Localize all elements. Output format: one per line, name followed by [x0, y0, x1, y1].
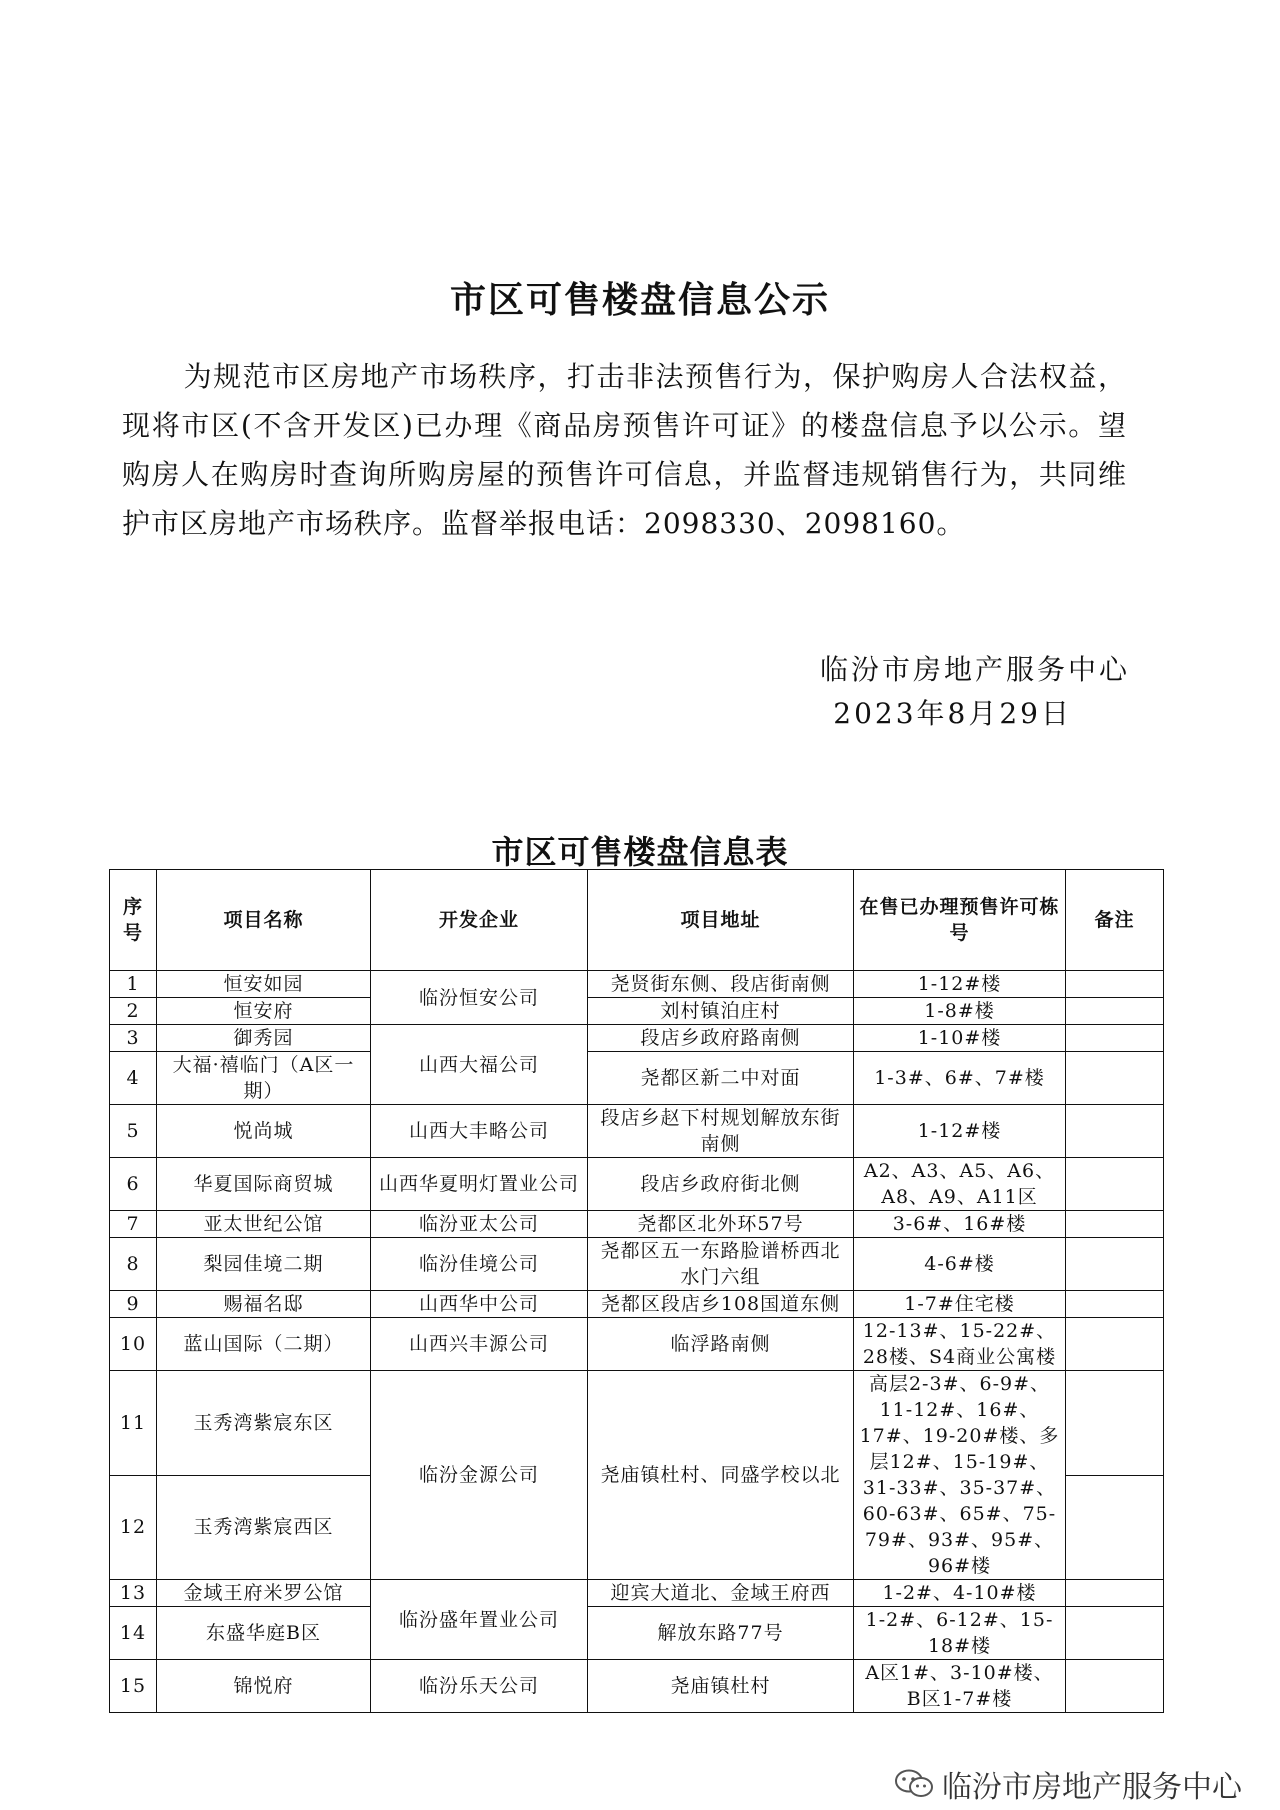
cell-no: 5 [110, 1105, 157, 1158]
cell-buildings: 12-13#、15-22#、28楼、S4商业公寓楼 [854, 1318, 1066, 1371]
table-row [110, 1158, 1164, 1211]
header-remark: 备注 [1066, 870, 1164, 971]
listing-table [109, 869, 1164, 1713]
cell-buildings: 1-8#楼 [854, 998, 1066, 1025]
cell-developer: 临汾恒安公司 [371, 971, 588, 1025]
cell-remark [1066, 1475, 1164, 1580]
cell-buildings: A2、A3、A5、A6、A8、A9、A11区 [854, 1158, 1066, 1211]
cell-no: 2 [110, 998, 157, 1025]
cell-no: 3 [110, 1025, 157, 1052]
signature-date: 2023年8月29日 [833, 697, 1072, 730]
header-no: 序号 [110, 870, 157, 971]
cell-name: 赐福名邸 [157, 1291, 371, 1318]
watermark-text: 临汾市房地产服务中心 [942, 1770, 1242, 1805]
table-title: 市区可售楼盘信息表 [491, 832, 789, 871]
cell-remark [1066, 1025, 1164, 1052]
cell-name: 蓝山国际（二期） [157, 1318, 371, 1371]
cell-developer: 临汾金源公司 [371, 1371, 588, 1580]
cell-name: 亚太世纪公馆 [157, 1211, 371, 1238]
cell-buildings: 4-6#楼 [854, 1238, 1066, 1291]
cell-no: 4 [110, 1052, 157, 1105]
cell-remark [1066, 971, 1164, 998]
cell-developer: 山西兴丰源公司 [371, 1318, 588, 1371]
cell-developer: 临汾亚太公司 [371, 1211, 588, 1238]
cell-name: 锦悦府 [157, 1660, 371, 1713]
table-row [110, 1660, 1164, 1713]
cell-address: 尧都区段店乡108国道东侧 [588, 1291, 854, 1318]
table-row [110, 998, 1164, 1025]
cell-address: 段店乡政府街北侧 [588, 1158, 854, 1211]
table-row [110, 1318, 1164, 1371]
page-title: 市区可售楼盘信息公示 [449, 280, 830, 322]
cell-buildings: 1-10#楼 [854, 1025, 1066, 1052]
cell-remark [1066, 998, 1164, 1025]
cell-remark [1066, 1158, 1164, 1211]
cell-name: 御秀园 [157, 1025, 371, 1052]
cell-remark [1066, 1211, 1164, 1238]
cell-no: 8 [110, 1238, 157, 1291]
cell-address: 尧庙镇杜村 [588, 1660, 854, 1713]
cell-remark [1066, 1607, 1164, 1660]
cell-developer: 山西华夏明灯置业公司 [371, 1158, 588, 1211]
cell-developer: 临汾佳境公司 [371, 1238, 588, 1291]
cell-address: 尧贤街东侧、段店街南侧 [588, 971, 854, 998]
table-row [110, 1105, 1164, 1158]
cell-remark [1066, 1318, 1164, 1371]
cell-no: 11 [110, 1371, 157, 1476]
cell-remark [1066, 1371, 1164, 1476]
table-row [110, 1607, 1164, 1660]
cell-address: 解放东路77号 [588, 1607, 854, 1660]
cell-name: 华夏国际商贸城 [157, 1158, 371, 1211]
header-address: 项目地址 [588, 870, 854, 971]
cell-developer: 临汾乐天公司 [371, 1660, 588, 1713]
cell-buildings: A区1#、3-10#楼、B区1-7#楼 [854, 1660, 1066, 1713]
cell-name: 玉秀湾紫宸西区 [157, 1475, 371, 1580]
cell-remark [1066, 1105, 1164, 1158]
wechat-icon [894, 1768, 934, 1800]
table-header-row [110, 870, 1164, 971]
table-row [110, 1025, 1164, 1052]
cell-address: 尧都区新二中对面 [588, 1052, 854, 1105]
cell-developer: 山西大福公司 [371, 1025, 588, 1105]
cell-remark [1066, 1660, 1164, 1713]
cell-name: 东盛华庭B区 [157, 1607, 371, 1660]
watermark [894, 1762, 1242, 1806]
cell-developer: 山西大丰略公司 [371, 1105, 588, 1158]
cell-developer: 临汾盛年置业公司 [371, 1580, 588, 1660]
table-row [110, 1371, 1164, 1476]
cell-no: 14 [110, 1607, 157, 1660]
cell-no: 10 [110, 1318, 157, 1371]
cell-remark [1066, 1291, 1164, 1318]
cell-no: 12 [110, 1475, 157, 1580]
table-row [110, 1052, 1164, 1105]
cell-address: 尧都区五一东路脸谱桥西北水门六组 [588, 1238, 854, 1291]
table-row [110, 971, 1164, 998]
cell-name: 悦尚城 [157, 1105, 371, 1158]
cell-buildings: 1-3#、6#、7#楼 [854, 1052, 1066, 1105]
table-row [110, 1238, 1164, 1291]
cell-address: 段店乡政府路南侧 [588, 1025, 854, 1052]
cell-buildings: 1-12#楼 [854, 971, 1066, 998]
cell-address: 尧庙镇杜村、同盛学校以北 [588, 1371, 854, 1580]
cell-name: 金域王府米罗公馆 [157, 1580, 371, 1607]
cell-buildings: 1-7#住宅楼 [854, 1291, 1066, 1318]
cell-buildings: 1-2#、6-12#、15-18#楼 [854, 1607, 1066, 1660]
header-buildings: 在售已办理预售许可栋号 [854, 870, 1066, 971]
cell-address: 段店乡赵下村规划解放东街南侧 [588, 1105, 854, 1158]
table-row [110, 1211, 1164, 1238]
cell-name: 恒安府 [157, 998, 371, 1025]
cell-name: 梨园佳境二期 [157, 1238, 371, 1291]
cell-address: 尧都区北外环57号 [588, 1211, 854, 1238]
signature-org: 临汾市房地产服务中心 [819, 653, 1130, 686]
cell-address: 迎宾大道北、金域王府西 [588, 1580, 854, 1607]
cell-name: 玉秀湾紫宸东区 [157, 1371, 371, 1476]
cell-remark [1066, 1238, 1164, 1291]
header-developer: 开发企业 [371, 870, 588, 971]
cell-remark [1066, 1052, 1164, 1105]
intro-paragraph: 为规范市区房地产市场秩序，打击非法预售行为，保护购房人合法权益，现将市区(不含开发区)已办理《商品房预售许可证》的楼盘信息予以公示。望购房人在购房时查询所购房屋的预售许可信息，并监督违规销售行为，共同维护市区房地产市场秩序。监督举报电话：2098330、2098160。 [122, 360, 1127, 540]
cell-no: 6 [110, 1158, 157, 1211]
table-row [110, 1291, 1164, 1318]
cell-buildings: 1-12#楼 [854, 1105, 1066, 1158]
cell-no: 7 [110, 1211, 157, 1238]
cell-name: 大福·禧临门（A区一期） [157, 1052, 371, 1105]
cell-no: 13 [110, 1580, 157, 1607]
cell-remark [1066, 1580, 1164, 1607]
cell-buildings: 高层2-3#、6-9#、11-12#、16#、17#、19-20#楼、多层12#、15-19#、31-33#、35-37#、60-63#、65#、75-79#、93#、95#、96#楼 [854, 1371, 1066, 1580]
cell-no: 15 [110, 1660, 157, 1713]
table-row [110, 1580, 1164, 1607]
cell-address: 临浮路南侧 [588, 1318, 854, 1371]
cell-name: 恒安如园 [157, 971, 371, 998]
cell-buildings: 3-6#、16#楼 [854, 1211, 1066, 1238]
cell-buildings: 1-2#、4-10#楼 [854, 1580, 1066, 1607]
header-name: 项目名称 [157, 870, 371, 971]
cell-address: 刘村镇泊庄村 [588, 998, 854, 1025]
cell-developer: 山西华中公司 [371, 1291, 588, 1318]
cell-no: 1 [110, 971, 157, 998]
cell-no: 9 [110, 1291, 157, 1318]
